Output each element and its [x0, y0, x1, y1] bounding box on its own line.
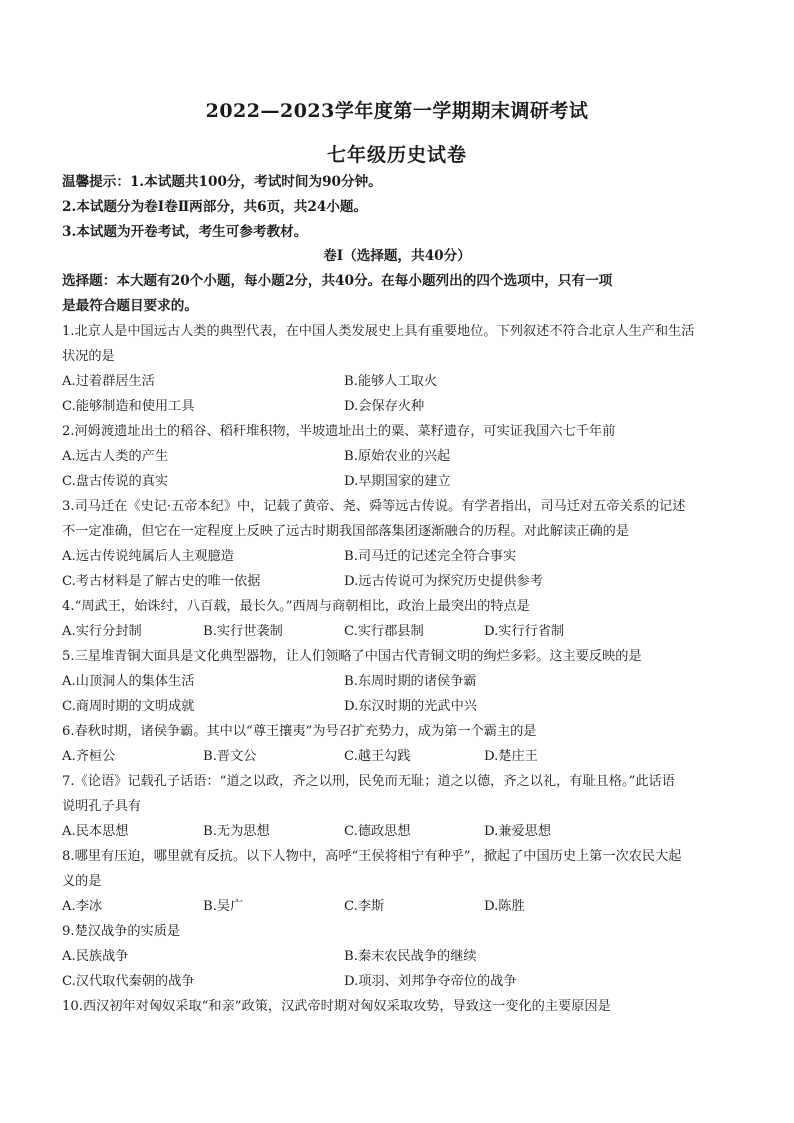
question-2-option-a: A.远古人类的产生: [62, 449, 169, 464]
question-6-option-d: D.楚庄王: [484, 749, 538, 764]
question-8-option-a: A.李冰: [62, 899, 103, 914]
question-2-option-c: C.盘古传说的真实: [62, 474, 169, 489]
question-7-option-d: D.兼爱思想: [484, 824, 552, 839]
question-5-option-b: B.东周时期的诸侯争霸: [344, 674, 477, 689]
question-1-option-d: D.会保存火种: [344, 399, 425, 414]
question-7-option-c: C.德政思想: [344, 824, 411, 839]
question-8-option-c: C.李斯: [344, 899, 385, 914]
question-5-option-d: D.东汉时期的光武中兴: [344, 699, 477, 714]
section-title: 卷Ⅰ（选择题，共40分）: [323, 248, 471, 264]
question-8-option-b: B.吴广: [203, 899, 244, 914]
question-1-text: 状况的是: [62, 349, 115, 364]
question-9-option-d: D.项羽、刘邦争夺帝位的战争: [344, 974, 517, 989]
tip-line: 温馨提示：1.本试题共100分，考试时间为90分钟。: [62, 174, 382, 190]
question-4-option-a: A.实行分封制: [62, 624, 142, 639]
question-2-option-b: B.原始农业的兴起: [344, 449, 451, 464]
question-1-option-a: A.过着群居生活: [62, 374, 155, 389]
question-3-option-d: D.远古传说可为探究历史提供参考: [344, 574, 543, 589]
question-9-option-c: C.汉代取代秦朝的战争: [62, 974, 195, 989]
exam-subtitle: 七年级历史试卷: [326, 144, 467, 166]
question-6-option-a: A.齐桓公: [62, 749, 116, 764]
question-8-text: 8.哪里有压迫，哪里就有反抗。以下人物中，高呼“王侯将相宁有种乎”，掀起了中国历史上第一次农民大起: [62, 849, 682, 864]
question-3-option-b: B.司马迁的记述完全符合事实: [344, 549, 517, 564]
question-7-option-b: B.无为思想: [203, 824, 270, 839]
tip-line: 3.本试题为开卷考试，考生可参考教材。: [62, 224, 308, 240]
question-3-text: 3.司马迁在《史记·五帝本纪》中，记载了黄帝、尧、舜等远古传说。有学者指出，司马迁对五帝关系的记述: [62, 499, 686, 514]
question-7-text: 7.《论语》记载孔子话语：“道之以政，齐之以刑，民免而无耻；道之以德，齐之以礼，有耻且格。”此话语: [62, 774, 675, 789]
question-9-option-a: A.民族战争: [62, 949, 129, 964]
question-5-option-c: C.商周时期的文明成就: [62, 699, 195, 714]
question-3-option-c: C.考古材料是了解古史的唯一依据: [62, 574, 261, 589]
question-6-option-b: B.晋文公: [203, 749, 257, 764]
question-8-option-d: D.陈胜: [484, 899, 525, 914]
question-4-text: 4.“周武王，始诛纣，八百载，最长久。”西周与商朝相比，政治上最突出的特点是: [62, 599, 530, 614]
question-2-text: 2.河姆渡遗址出土的稻谷、稻秆堆积物，半坡遗址出土的粟、菜籽遗存，可实证我国六七千年前: [62, 424, 616, 439]
question-1-option-c: C.能够制造和使用工具: [62, 399, 195, 414]
question-1-option-b: B.能够人工取火: [344, 374, 438, 389]
question-2-option-d: D.早期国家的建立: [344, 474, 451, 489]
question-8-text: 义的是: [62, 874, 102, 889]
question-3-text: 不一定准确，但它在一定程度上反映了远古时期我国部落集团逐渐融合的历程。对此解读正确的是: [62, 524, 630, 539]
question-7-text: 说明孔子具有: [62, 799, 142, 814]
question-1-text: 1.北京人是中国远古人类的典型代表，在中国人类发展史上具有重要地位。下列叙述不符合北京人生产和生活: [62, 324, 695, 339]
question-6-text: 6.春秋时期，诸侯争霸。其中以“尊王攘夷”为号召扩充势力，成为第一个霸主的是: [62, 724, 537, 739]
question-4-option-c: C.实行郡县制: [344, 624, 424, 639]
question-7-option-a: A.民本思想: [62, 824, 129, 839]
instructions-line: 是最符合题目要求的。: [62, 298, 198, 314]
question-5-text: 5.三星堆青铜大面具是文化典型器物，让人们领略了中国古代青铜文明的绚烂多彩。这主要反映的是: [62, 649, 642, 664]
question-3-option-a: A.远古传说纯属后人主观臆造: [62, 549, 234, 564]
question-10-text: 10.西汉初年对匈奴采取“和亲”政策，汉武帝时期对匈奴采取攻势，导致这一变化的主要原因是: [62, 999, 611, 1014]
question-4-option-b: B.实行世袭制: [203, 624, 283, 639]
question-9-option-b: B.秦末农民战争的继续: [344, 949, 477, 964]
question-9-text: 9.楚汉战争的实质是: [62, 924, 181, 939]
exam-title: 2022—2023学年度第一学期期末调研考试: [205, 100, 589, 122]
tip-line: 2.本试题分为卷Ⅰ卷Ⅱ两部分，共6页，共24小题。: [62, 199, 368, 215]
question-6-option-c: C.越王勾践: [344, 749, 411, 764]
question-4-option-d: D.实行行省制: [484, 624, 565, 639]
instructions-line: 选择题：本大题有20个小题，每小题2分，共40分。在每小题列出的四个选项中，只有一项: [62, 273, 613, 289]
question-5-option-a: A.山顶洞人的集体生活: [62, 674, 195, 689]
